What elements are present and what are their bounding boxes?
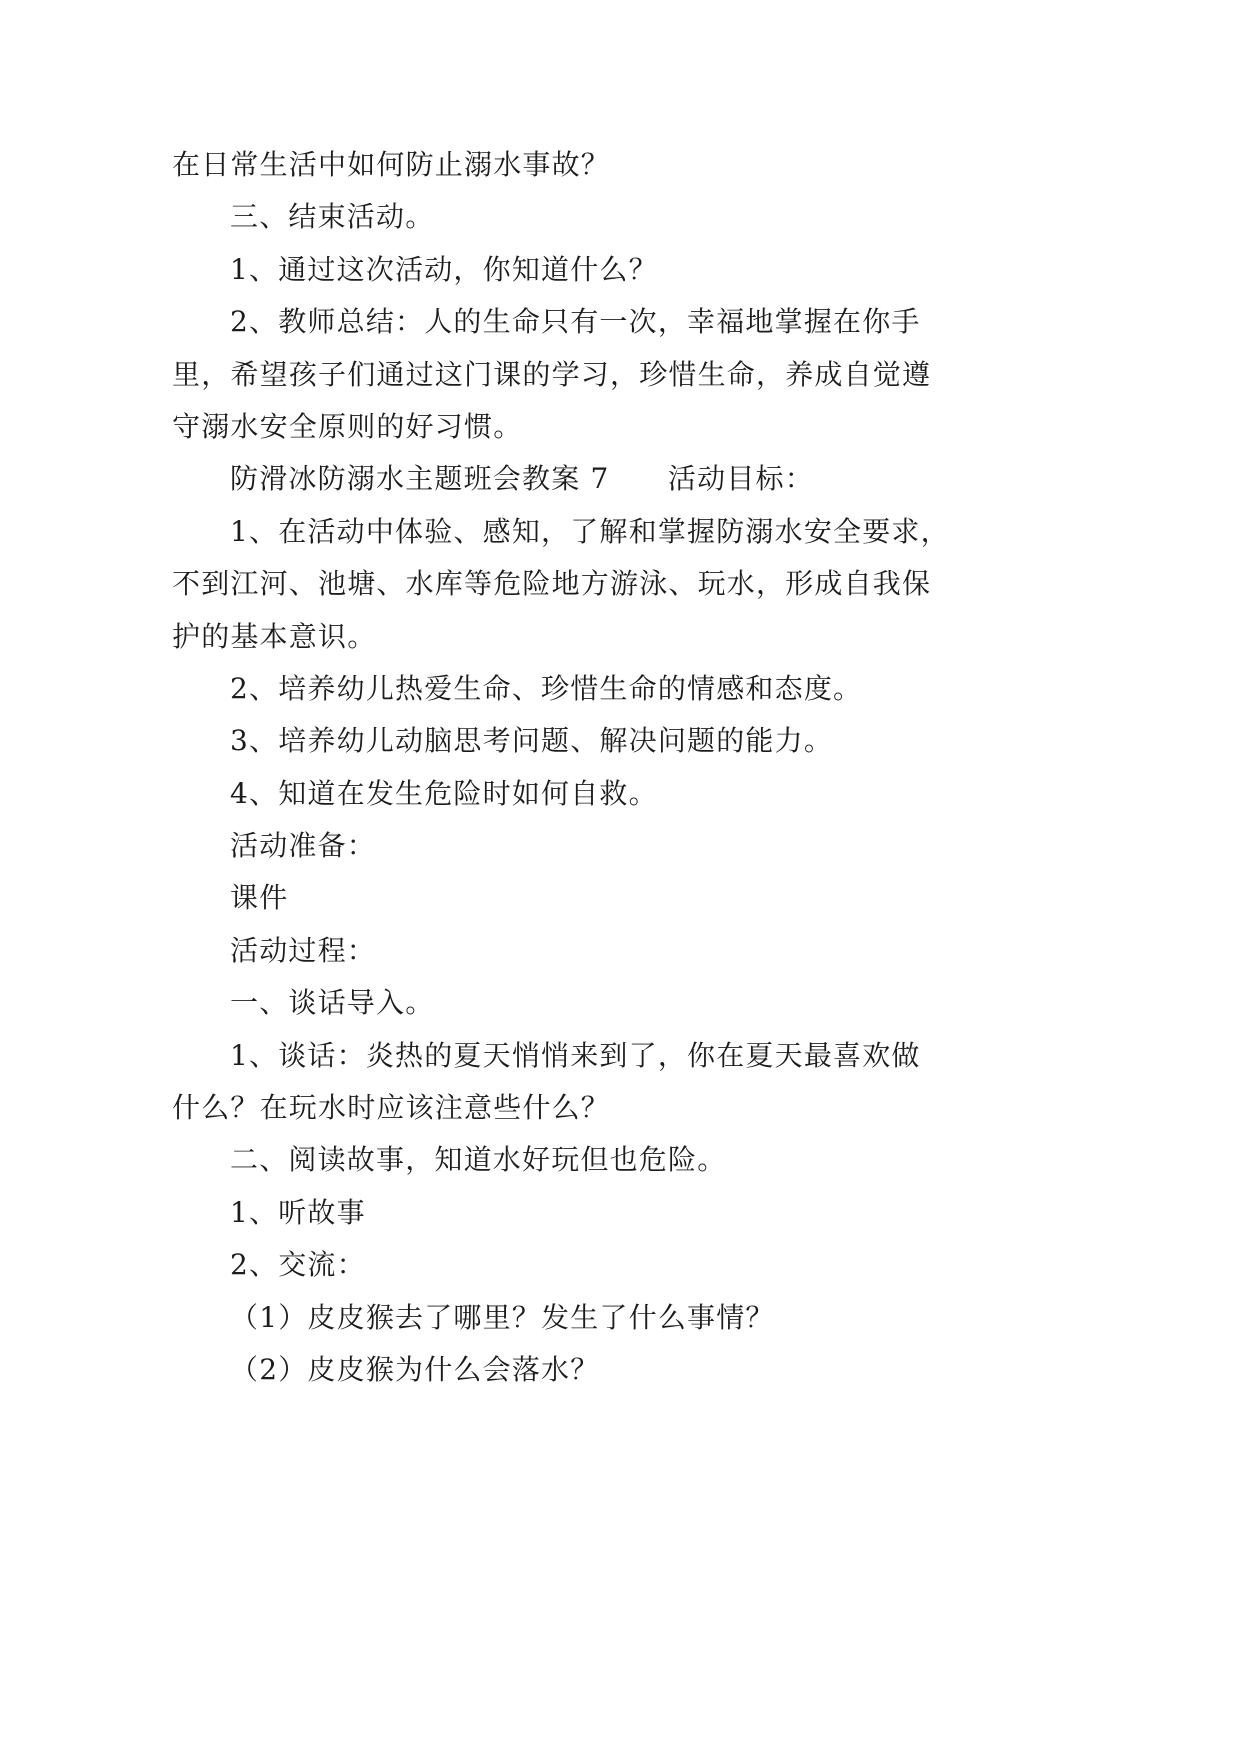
text-line: 2、培养幼儿热爱生命、珍惜生命的情感和态度。 <box>230 671 863 705</box>
section-heading-end-activity: 三、结束活动。 <box>230 200 435 234</box>
text-line: 守溺水安全原则的好习惯。 <box>172 409 523 443</box>
text-line: 1、在活动中体验、感知，了解和掌握防溺水安全要求， <box>230 514 950 548</box>
text-line: （2）皮皮猴为什么会落水？ <box>230 1352 600 1386</box>
text-line: 2、教师总结：人的生命只有一次，幸福地掌握在你手 <box>230 305 921 339</box>
text-line: （1）皮皮猴去了哪里？发生了什么事情？ <box>230 1300 775 1334</box>
lesson-title-line: 防滑冰防溺水主题班会教案 7 活动目标： <box>230 462 814 496</box>
text-line: 课件 <box>230 881 289 915</box>
text-line: 不到江河、池塘、水库等危险地方游泳、玩水，形成自我保 <box>172 567 932 601</box>
text-line: 护的基本意识。 <box>172 619 377 653</box>
text-line: 4、知道在发生危险时如何自救。 <box>230 776 658 810</box>
text-line: 在日常生活中如何防止溺水事故？ <box>172 148 611 181</box>
section-heading-intro: 一、谈话导入。 <box>230 986 435 1020</box>
text-line: 里，希望孩子们通过这门课的学习，珍惜生命，养成自觉遵 <box>172 357 932 391</box>
text-line: 2、交流： <box>230 1248 366 1282</box>
text-line: 1、听故事 <box>230 1195 366 1229</box>
text-line: 1、谈话：炎热的夏天悄悄来到了，你在夏天最喜欢做 <box>230 1038 921 1072</box>
section-heading-story: 二、阅读故事，知道水好玩但也危险。 <box>230 1143 727 1177</box>
section-heading-preparation: 活动准备： <box>230 829 377 863</box>
text-line: 什么？在玩水时应该注意些什么？ <box>172 1091 611 1125</box>
text-line: 1、通过这次活动，你知道什么？ <box>230 252 658 286</box>
section-heading-process: 活动过程： <box>230 933 377 967</box>
document-page <box>0 139 1241 1396</box>
text-line: 3、培养幼儿动脑思考问题、解决问题的能力。 <box>230 724 834 758</box>
